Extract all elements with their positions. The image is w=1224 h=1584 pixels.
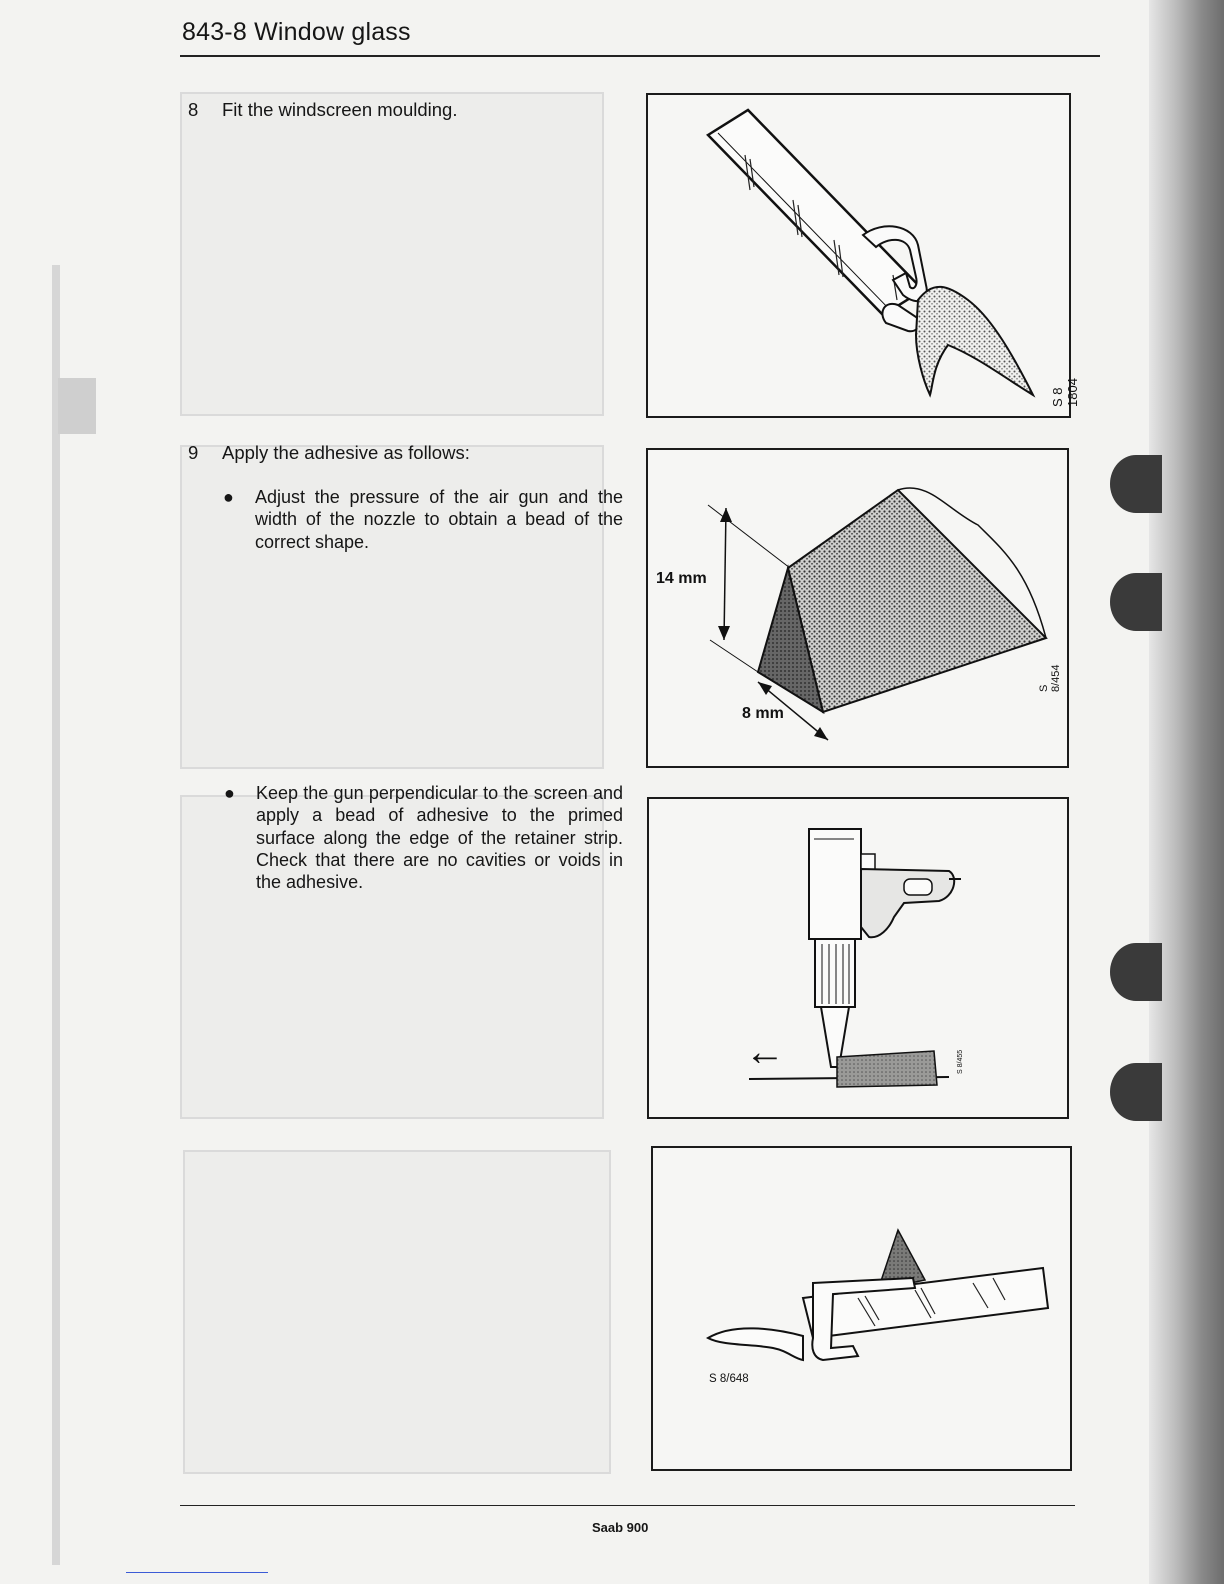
figure-bead-dimensions: [646, 448, 1069, 768]
left-page-edge: [52, 265, 60, 1565]
step-text: Fit the windscreen moulding.: [222, 99, 458, 120]
binder-hole: [1110, 1063, 1162, 1121]
scan-edge-line: [126, 1572, 268, 1573]
bullet-item: [224, 782, 623, 893]
adhesive-gun-application-icon: [649, 799, 1066, 1116]
footer-rule: [180, 1505, 1075, 1506]
left-tab-marker: [58, 378, 96, 434]
footer-model-name: Saab 900: [592, 1520, 649, 1535]
binder-hole: [1110, 455, 1162, 513]
step-8: [188, 99, 457, 121]
bullet-icon: ●: [224, 783, 235, 803]
bullet-item: [223, 486, 623, 553]
figure-adhesive-gun: [647, 797, 1069, 1119]
page-title: 843-8 Window glass: [182, 18, 411, 46]
figure-retainer-strip: [651, 1146, 1072, 1471]
width-dimension-label: 8 mm: [742, 705, 784, 722]
figure-id: S 8 1804: [1050, 378, 1080, 407]
bullet-icon: ●: [223, 487, 234, 507]
figure-windscreen-moulding: [646, 93, 1080, 418]
show-through-box: [180, 92, 604, 416]
binder-hole: [1110, 573, 1162, 631]
height-dimension-label: 14 mm: [656, 570, 707, 587]
bullet-text: Keep the gun perpendicular to the screen and apply a bead of adhesive to the primed surface along the edge of the retainer strip. Check that there are no cavities or voids in the adhesive.: [256, 783, 623, 893]
step-text: Apply the adhesive as follows:: [222, 442, 470, 463]
bullet-text: Adjust the pressure of the air gun and the width of the nozzle to obtain a bead of the correct shape.: [255, 487, 623, 552]
show-through-box: [183, 1150, 611, 1474]
retainer-strip-section-icon: [653, 1148, 1069, 1468]
figure-id: S 8/455: [957, 1049, 964, 1074]
page-edge-shadow: [1149, 0, 1224, 1584]
adhesive-bead-dimensions-icon: [648, 450, 1066, 765]
step-9: [188, 442, 470, 464]
binder-hole: [1110, 943, 1162, 1001]
step-number: 9: [188, 442, 199, 463]
windscreen-moulding-section-icon: [648, 95, 1068, 415]
arrow-left-icon: ←: [745, 1030, 785, 1074]
step-number: 8: [188, 99, 199, 120]
header-rule: [180, 55, 1100, 57]
figure-id: S 8/648: [709, 1373, 749, 1385]
figure-id: S 8/454: [1038, 664, 1062, 692]
